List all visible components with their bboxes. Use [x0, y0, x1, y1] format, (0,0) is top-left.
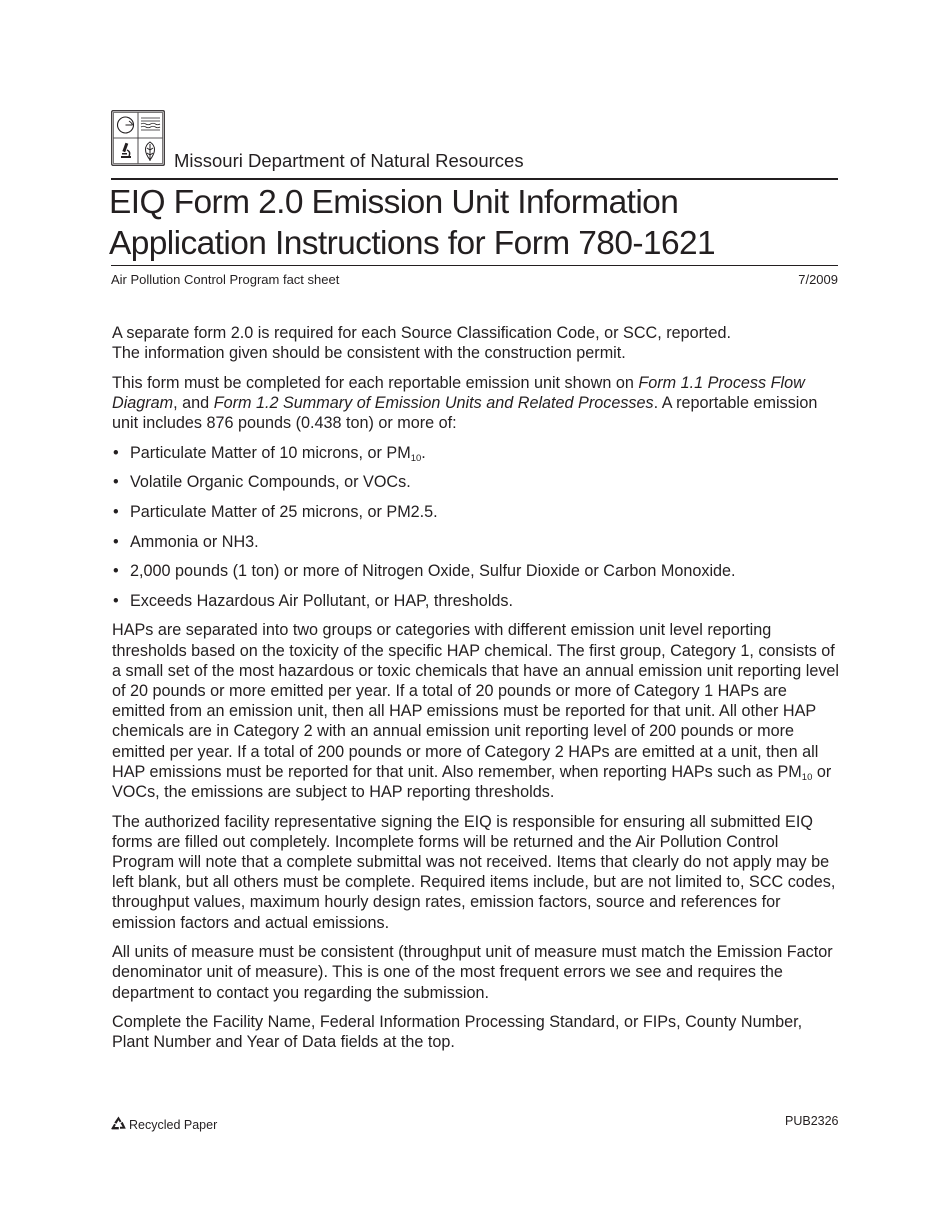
fact-sheet-label: Air Pollution Control Program fact sheet [111, 272, 340, 287]
microscope-icon [121, 143, 131, 158]
recycle-icon [110, 1116, 127, 1132]
bullet-icon: • [113, 591, 119, 610]
units-paragraph: All units of measure must be consistent (throughput unit of measure must match the Emission Factor denominator unit of measure). This is one of the most frequent errors we see and requires the department to contact you regarding the submission. [112, 943, 833, 1002]
globe-icon [118, 117, 134, 133]
title-line-1: EIQ Form 2.0 Emission Unit Information [109, 184, 679, 221]
bullet-icon: • [113, 532, 119, 551]
bullet-icon: • [113, 502, 119, 521]
document-body [112, 323, 840, 1062]
subscript: 10 [801, 771, 813, 783]
list-item-text: Ammonia or NH3. [130, 532, 259, 551]
reportable-unit-paragraph [112, 373, 840, 434]
list-item [112, 502, 840, 522]
list-item [112, 591, 840, 611]
hap-paragraph [112, 620, 840, 802]
leaf-icon [146, 142, 155, 161]
facility-paragraph: Complete the Facility Name, Federal Information Processing Standard, or FIPs, County Number, Plant Number and Year of Data fields at the top. [112, 1013, 803, 1052]
bullet-icon: • [113, 562, 119, 581]
form-1-2-reference: Form 1.2 Summary of Emission Units and Related Processes [213, 394, 654, 412]
list-item [112, 472, 840, 492]
subscript: 10 [410, 452, 422, 464]
intro-line-1: A separate form 2.0 is required for each Source Classification Code, or SCC, reported. [112, 324, 732, 342]
agency-name: Missouri Department of Natural Resources [174, 150, 524, 171]
pollutant-list [112, 443, 840, 611]
agency-logo [111, 110, 165, 166]
text-run: . [421, 443, 426, 462]
recycled-paper-label: Recycled Paper [129, 1118, 218, 1132]
list-item-text: Exceeds Hazardous Air Pollutant, or HAP, thresholds. [130, 591, 514, 610]
text-run: This form must be completed for each reportable emission unit shown on [112, 373, 639, 392]
list-item-text: Particulate Matter of 25 microns, or PM2.5. [130, 502, 438, 521]
page-title [109, 182, 715, 264]
publication-number: PUB2326 [785, 1114, 839, 1128]
bullet-icon: • [113, 473, 119, 492]
title-line-2: Application Instructions for Form 780-1621 [109, 225, 716, 262]
list-item [112, 532, 840, 552]
water-icon [141, 118, 160, 130]
list-item [112, 443, 840, 463]
list-item [112, 561, 840, 581]
form-1-1-reference: Form 1.1 Process Flow Diagram [112, 373, 805, 412]
list-item-text: Volatile Organic Compounds, or VOCs. [130, 473, 411, 492]
list-item-text: 2,000 pounds (1 ton) or more of Nitrogen Oxide, Sulfur Dioxide or Carbon Monoxide. [130, 562, 736, 581]
intro-paragraph [112, 323, 840, 363]
text-run: HAPs are separated into two groups or categories with different emission unit level reporting thresholds based on the toxicity of the specific HAP chemical. The first group, Category 1, consists of a small set of the most hazardous or toxic chemicals that have an annual emission unit reporting level of 20 pounds or more emitted per year. If a total of 20 pounds or more of Category 1 HAPs are emitted from an emission unit, then all HAP emissions must be reported for that unit. All other HAP chemicals are in Category 2 with an annual emission unit reporting level of 200 pounds or more emitted per year. If a total of 200 pounds or more of Category 2 HAPs are emitted at a unit, then all HAP emissions must be reported for that unit. Also remember, when reporting HAPs such as PM [112, 621, 840, 781]
publication-date: 7/2009 [798, 272, 838, 287]
bullet-icon: • [113, 443, 119, 462]
recycled-paper-note [110, 1116, 217, 1132]
intro-line-2: The information given should be consistent with the construction permit. [112, 344, 626, 363]
text-run: , and [173, 394, 214, 412]
title-rule [111, 265, 838, 266]
list-item-text: Particulate Matter of 10 microns, or PM [130, 443, 411, 462]
text-run: . A reportable emission unit includes 876 pounds (0.438 ton) or more of: [112, 394, 818, 433]
representative-paragraph: The authorized facility representative signing the EIQ is responsible for ensuring all submitted EIQ forms are filled out completely. Incomplete forms will be returned and the Air Pollution Control Program will note that a complete submittal was not received. Items that clearly do not apply may be left blank, but all others must be complete. Required items include, but are not limited to, SCC codes, throughput values, maximum hourly design rates, emission factors, source and references for emission factors and actual emissions. [112, 812, 836, 932]
text-run: or VOCs, the emissions are subject to HAP reporting thresholds. [112, 762, 832, 801]
header-rule [111, 178, 838, 180]
